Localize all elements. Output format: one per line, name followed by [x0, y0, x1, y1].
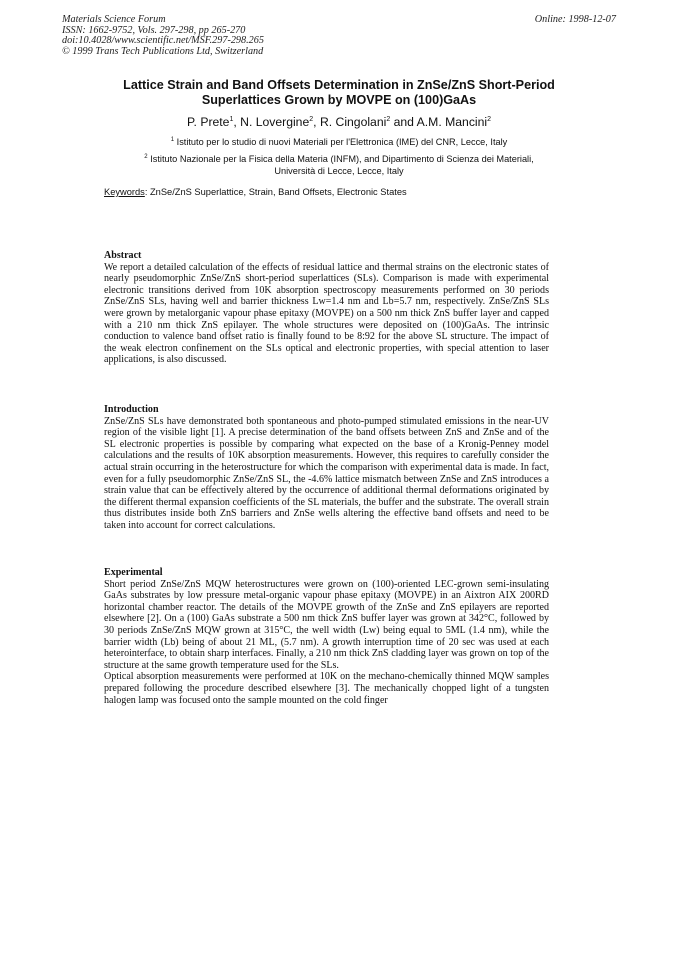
author: A.M. Mancini — [416, 115, 488, 129]
section-heading: Abstract — [104, 250, 142, 261]
online-date: Online: 1998-12-07 — [534, 14, 616, 25]
affiliation-2 — [80, 151, 598, 177]
affiliation-mark: 2 — [309, 116, 314, 123]
section-heading: Introduction — [104, 404, 159, 415]
affiliation-text-line-2: Università di Lecce, Lecce, Italy — [274, 166, 404, 177]
title-line-2: Superlattices Grown by MOVPE on (100)GaAs — [201, 93, 477, 107]
author-separator: and — [390, 115, 417, 129]
author-separator: , — [233, 115, 241, 129]
copyright-line: © 1999 Trans Tech Publications Ltd, Switzerland — [62, 45, 264, 57]
affiliation-text: Istituto per lo studio di nuovi Materiali per l'Elettronica (IME) del CNR, Lecce, Italy — [176, 137, 508, 147]
journal-name: Materials Science Forum — [62, 14, 166, 25]
paragraph: We report a detailed calculation of the effects of residual lattice and thermal strains on the electronic states of nearly pseudomorphic ZnSe/ZnS short-period superlattices (SLs). Comparison is made with experimental electronic transitions derived from 10K absorption spectroscopy measurements performed on 30 periods ZnSe/ZnS SLs, having well and barrier thickness Lw=1.4 nm and Lb=5.7 nm, respectively. ZnSe/ZnS SLs were grown by metalorganic vapour phase epitaxy (MOVPE) on a 500 nm thick ZnS buffer layer and capped with a 210 nm thick ZnS epilayer. The whole structures were deposited on (100)GaAs. The intrinsic conduction to valence band offset ratio is finally found to be 8:92 for the above SL structure. The impact of the weak electron confinement on the SLs optical and electronic properties, with special attention to laser applications, is also discussed. — [104, 261, 549, 366]
doi-line[interactable]: doi:10.4028/www.scientific.net/MSF.297-298.265 — [62, 35, 264, 47]
author-separator: , — [313, 115, 320, 129]
paragraph: ZnSe/ZnS SLs have demonstrated both spontaneous and photo-pumped stimulated emissions in the near-UV region of the visible light [1]. A precise determination of the band offsets between ZnS and ZnSe and of the SL electronic properties is possible by comparing what expected on the base of a Kronig-Penney model calculations and the results of 10K absorption measurements. However, this requires to carefully consider the actual strain occurring in the heterostructure for which the comparison with experimental data is made. In fact, even for a fully pseudomorphic ZnSe/ZnS SL, the -4.6% lattice mismatch between ZnSe and ZnS introduces a strain value that can be effectively altered by the occurrence of additional thermal deformations originated by the different thermal expansion coefficients of the SL materials, the buffer and the substrate. The overall strain thus distributes inside both ZnS barriers and ZnSe wells altering the effective band offsets and need to be taken into account for correct calculations. — [104, 415, 549, 531]
journal-header — [62, 15, 264, 57]
author: R. Cingolani — [319, 115, 387, 129]
affiliation-mark: 2 — [386, 116, 391, 123]
author: P. Prete — [186, 115, 230, 129]
affiliation-number: 1 — [170, 137, 175, 143]
section-heading: Experimental — [104, 567, 163, 578]
author: N. Lovergine — [240, 115, 310, 129]
keywords-text: : ZnSe/ZnS Superlattice, Strain, Band Offsets, Electronic States — [144, 187, 407, 197]
title-line-1: Lattice Strain and Band Offsets Determination in ZnSe/ZnS Short-Period — [123, 78, 555, 92]
affiliation-text: Istituto Nazionale per la Fisica della Materia (INFM), and Dipartimento di Scienza dei Materiali, — [150, 154, 534, 164]
affiliation-mark: 2 — [487, 116, 492, 123]
paragraph: Short period ZnSe/ZnS MQW heterostructures were grown on (100)-oriented LEC-grown semi-insulating GaAs substrates by low pressure metal-organic vapour phase epitaxy (MOVPE) in an Aixtron AIX 200RD horizontal chamber reactor. The details of the MOVPE growth of the ZnSe and ZnS epilayers are reported elsewhere [2]. On a (100) GaAs substrate a 500 nm thick ZnS buffer layer was grown at 342°C, followed by 30 periods ZnSe/ZnS MQW grown at 315°C, the well width (Lw) being equal to 5ML (1.4 nm), while the barrier width (Lb) being of about 21 ML, (5.7 nm). A growth interruption time of 20 sec was used at each heterointerface, to obtain sharp interfaces. Finally, a 210 nm thick ZnS cladding layer was grown on top of the structure at the same growth temperature used for the SLs. — [104, 578, 549, 671]
paper-title — [80, 78, 598, 108]
abstract-section — [104, 250, 549, 366]
keywords-label: Keywords — [104, 187, 145, 197]
issn-line: ISSN: 1662-9752, Vols. 297-298, pp 265-270 — [62, 24, 246, 36]
affiliation-number: 2 — [144, 154, 148, 160]
affiliation-1 — [80, 134, 598, 148]
experimental-section — [104, 567, 549, 706]
author-list — [62, 113, 616, 129]
keywords-line — [104, 186, 407, 198]
paragraph: Optical absorption measurements were performed at 10K on the mechano-chemically thinned MQW samples prepared following the procedure described elsewhere [3]. The mechanically chopped light of a tungsten halogen lamp was focused onto the sample mounted on the cold finger — [104, 671, 549, 706]
affiliation-mark: 1 — [229, 116, 234, 123]
introduction-section — [104, 404, 549, 532]
